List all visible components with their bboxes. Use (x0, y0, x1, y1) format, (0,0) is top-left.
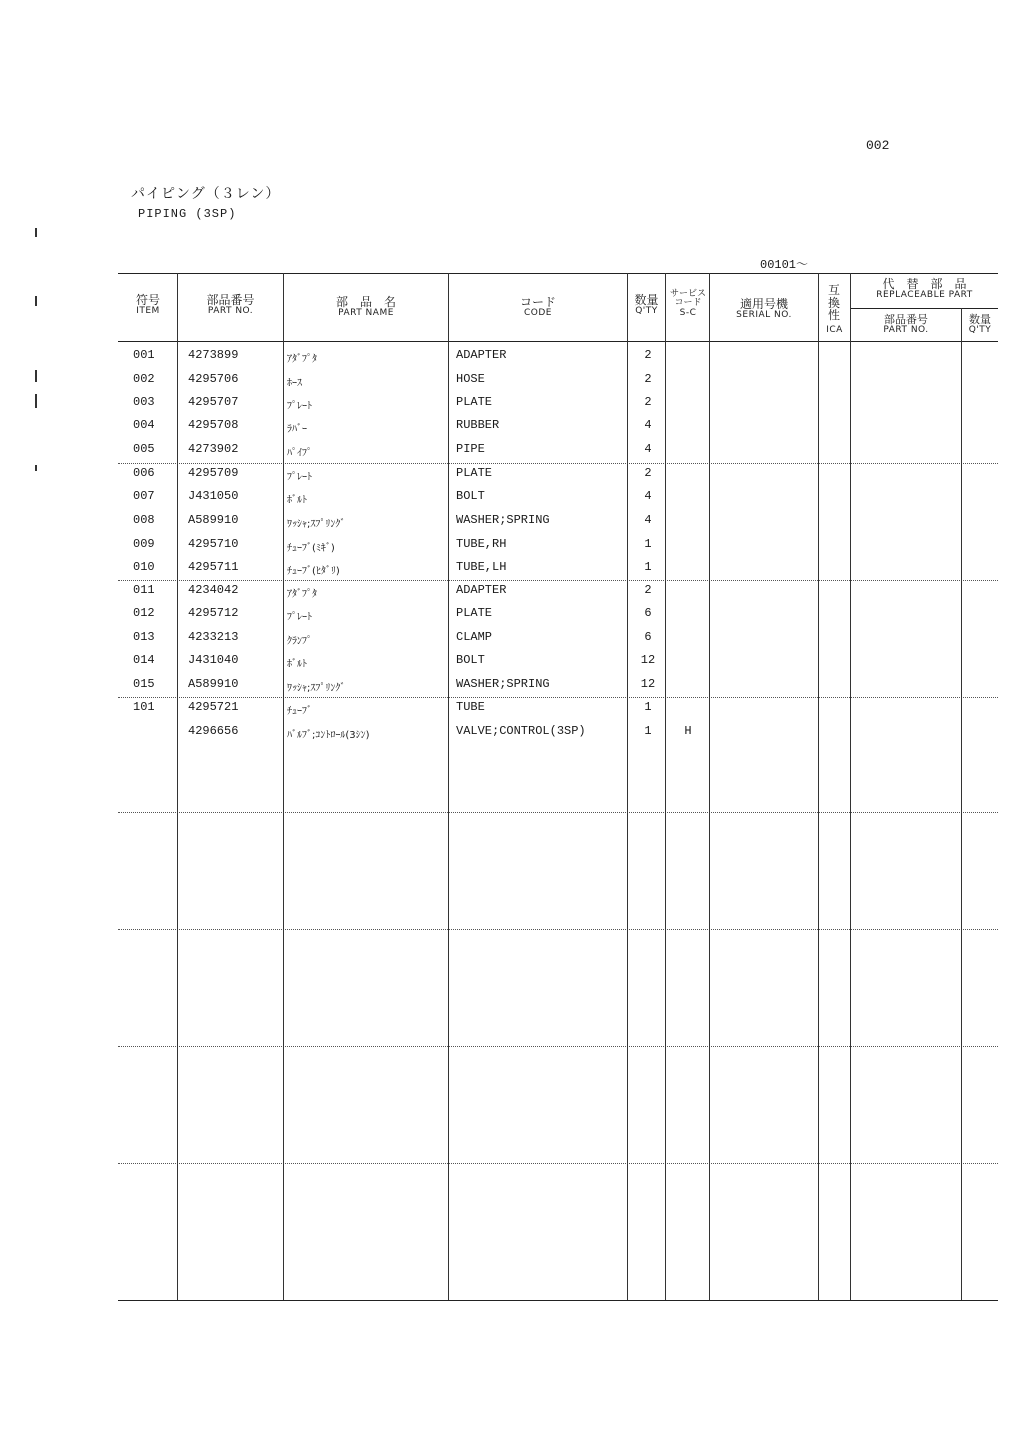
part-no-cell: 4295708 (188, 418, 239, 432)
part-name-cell: ﾁｭｰﾌﾞ (287, 706, 312, 717)
qty-cell: 12 (640, 677, 656, 691)
item-cell: 015 (133, 677, 155, 691)
column-divider (665, 273, 666, 1300)
header-service-code (668, 290, 708, 318)
header-ica-en (819, 326, 850, 335)
table-bottom-border (118, 1300, 998, 1301)
column-divider (627, 273, 628, 1300)
part-name-cell: ﾜｯｼｬ;ｽﾌﾟﾘﾝｸﾞ (287, 683, 346, 694)
qty-cell: 1 (644, 724, 652, 738)
table-top-border (118, 273, 998, 274)
header-qty-en: Q'TY (635, 305, 658, 316)
header-item-jp: 符号 (135, 293, 160, 307)
column-divider (818, 273, 819, 1300)
column-divider (177, 273, 178, 1300)
header-serial-no-jp: 適用号機 (739, 297, 788, 311)
part-no-cell: A589910 (188, 677, 239, 691)
item-cell: 009 (133, 537, 155, 551)
header-part-no (178, 294, 283, 316)
header-code-en: CODE (524, 307, 552, 318)
part-no-cell: A589910 (188, 513, 239, 527)
part-name-cell: ﾁｭｰﾌﾞ(ﾋﾀﾞﾘ) (287, 566, 340, 577)
header-repl-part-no-jp: 部品番号 (884, 313, 928, 326)
header-ica (826, 284, 842, 322)
header-service-code-en: S-C (679, 307, 697, 318)
row-group-separator (118, 812, 998, 813)
item-cell: 011 (133, 583, 155, 597)
header-part-name (284, 296, 448, 318)
header-part-name-jp: 部 品 名 (335, 295, 396, 309)
part-no-cell: 4295706 (188, 372, 239, 386)
row-group-separator (118, 1046, 998, 1047)
margin-mark (35, 296, 37, 306)
code-cell: HOSE (456, 372, 485, 386)
code-cell: ADAPTER (456, 583, 507, 597)
qty-cell: 2 (644, 466, 652, 480)
part-name-cell: ｸﾗﾝﾌﾟ (287, 636, 312, 647)
header-service-code-jp: サービスコード (670, 289, 707, 309)
part-name-cell: ﾎｰｽ (287, 378, 302, 389)
header-qty-jp: 数量 (634, 293, 659, 307)
header-ica-en-text: ICA (826, 325, 843, 335)
item-cell: 014 (133, 653, 155, 667)
page-title-english: PIPING (3SP) (138, 207, 237, 221)
part-name-cell: ﾁｭｰﾌﾞ(ﾐｷﾞ) (287, 543, 335, 554)
header-repl-qty (962, 314, 998, 335)
column-divider (850, 273, 851, 1300)
item-cell: 001 (133, 348, 155, 362)
qty-cell: 4 (644, 513, 652, 527)
part-no-cell: 4296656 (188, 724, 239, 738)
code-cell: RUBBER (456, 418, 500, 432)
qty-cell: 4 (644, 442, 652, 456)
header-code (449, 296, 627, 318)
part-name-cell: ｱﾀﾞﾌﾟﾀ (287, 354, 317, 365)
margin-mark (35, 394, 37, 408)
row-group-separator (118, 1163, 998, 1164)
header-repl-qty-en: Q'TY (968, 324, 992, 335)
header-replaceable-part (852, 278, 997, 300)
qty-cell: 2 (644, 348, 652, 362)
part-no-cell: 4295710 (188, 537, 239, 551)
code-cell: BOLT (456, 653, 485, 667)
header-code-jp: コード (519, 295, 556, 309)
part-name-cell: ﾌﾟﾚｰﾄ (287, 612, 312, 623)
row-group-separator (118, 463, 998, 464)
header-repl-qty-jp: 数量 (969, 313, 991, 326)
code-cell: CLAMP (456, 630, 493, 644)
part-no-cell: 4295712 (188, 606, 239, 620)
code-cell: PLATE (456, 395, 493, 409)
service-code-cell: H (684, 724, 692, 738)
page-title-japanese: パイピング（３レン） (131, 186, 281, 202)
row-group-separator (118, 697, 998, 698)
qty-cell: 6 (644, 606, 652, 620)
header-repl-part-no (852, 314, 960, 335)
part-no-cell: 4234042 (188, 583, 239, 597)
code-cell: PLATE (456, 466, 493, 480)
serial-range: 00101～ (760, 258, 809, 272)
code-cell: TUBE (456, 700, 485, 714)
item-cell: 002 (133, 372, 155, 386)
part-no-cell: 4295721 (188, 700, 239, 714)
column-divider (961, 308, 962, 1300)
code-cell: TUBE,LH (456, 560, 507, 574)
item-cell: 012 (133, 606, 155, 620)
part-name-cell: ﾎﾞﾙﾄ (287, 495, 307, 506)
part-name-cell: ﾌﾟﾚｰﾄ (287, 472, 312, 483)
qty-cell: 4 (644, 489, 652, 503)
header-replaceable-jp: 代 替 部 品 (882, 277, 967, 291)
code-cell: VALVE;CONTROL(3SP) (456, 724, 586, 738)
part-no-cell: 4233213 (188, 630, 239, 644)
code-cell: WASHER;SPRING (456, 677, 550, 691)
header-replaceable-en: REPLACEABLE PART (876, 289, 973, 300)
margin-mark (35, 228, 37, 237)
part-name-cell: ﾌﾟﾚｰﾄ (287, 401, 312, 412)
part-no-cell: 4273899 (188, 348, 239, 362)
item-cell: 003 (133, 395, 155, 409)
part-no-cell: J431040 (188, 653, 239, 667)
qty-cell: 6 (644, 630, 652, 644)
qty-cell: 12 (640, 653, 656, 667)
part-name-cell: ﾊﾞﾙﾌﾞ;ｺﾝﾄﾛｰﾙ(3ｼﾝ) (287, 730, 370, 741)
header-serial-no (710, 298, 818, 320)
column-divider (448, 273, 449, 1300)
item-cell: 007 (133, 489, 155, 503)
part-no-cell: 4295709 (188, 466, 239, 480)
margin-mark (35, 465, 37, 471)
page-number: 002 (866, 138, 890, 153)
part-no-cell: 4273902 (188, 442, 239, 456)
row-group-separator (118, 929, 998, 930)
header-ica-jp: 互換性 (827, 283, 840, 323)
replaceable-sub-border (851, 308, 998, 309)
item-cell: 010 (133, 560, 155, 574)
code-cell: PIPE (456, 442, 485, 456)
qty-cell: 2 (644, 583, 652, 597)
part-no-cell: 4295707 (188, 395, 239, 409)
item-cell: 013 (133, 630, 155, 644)
part-name-cell: ｱﾀﾞﾌﾟﾀ (287, 589, 317, 600)
header-qty (628, 294, 665, 316)
item-cell: 008 (133, 513, 155, 527)
qty-cell: 1 (644, 700, 652, 714)
qty-cell: 2 (644, 395, 652, 409)
code-cell: BOLT (456, 489, 485, 503)
part-name-cell: ﾎﾞﾙﾄ (287, 659, 307, 670)
item-cell: 005 (133, 442, 155, 456)
qty-cell: 1 (644, 560, 652, 574)
code-cell: TUBE,RH (456, 537, 507, 551)
part-name-cell: ﾗﾊﾞｰ (287, 424, 307, 435)
item-cell: 101 (133, 700, 155, 714)
item-cell: 006 (133, 466, 155, 480)
header-repl-part-no-en: PART NO. (883, 324, 929, 335)
part-name-cell: ﾜｯｼｬ;ｽﾌﾟﾘﾝｸﾞ (287, 519, 346, 530)
row-group-separator (118, 580, 998, 581)
part-name-cell: ﾊﾟｲﾌﾟ (287, 448, 312, 459)
column-divider (709, 273, 710, 1300)
margin-mark (35, 370, 37, 382)
header-part-no-jp: 部品番号 (206, 293, 255, 307)
part-no-cell: 4295711 (188, 560, 239, 574)
item-cell: 004 (133, 418, 155, 432)
column-divider (283, 273, 284, 1300)
qty-cell: 4 (644, 418, 652, 432)
header-item-en: ITEM (136, 305, 160, 316)
part-no-cell: J431050 (188, 489, 239, 503)
code-cell: PLATE (456, 606, 493, 620)
header-part-no-en: PART NO. (207, 305, 254, 316)
header-bottom-border (118, 341, 998, 342)
qty-cell: 1 (644, 537, 652, 551)
header-item (120, 294, 176, 316)
header-serial-no-en: SERIAL NO. (736, 309, 792, 320)
header-part-name-en: PART NAME (338, 307, 394, 318)
qty-cell: 2 (644, 372, 652, 386)
code-cell: ADAPTER (456, 348, 507, 362)
code-cell: WASHER;SPRING (456, 513, 550, 527)
